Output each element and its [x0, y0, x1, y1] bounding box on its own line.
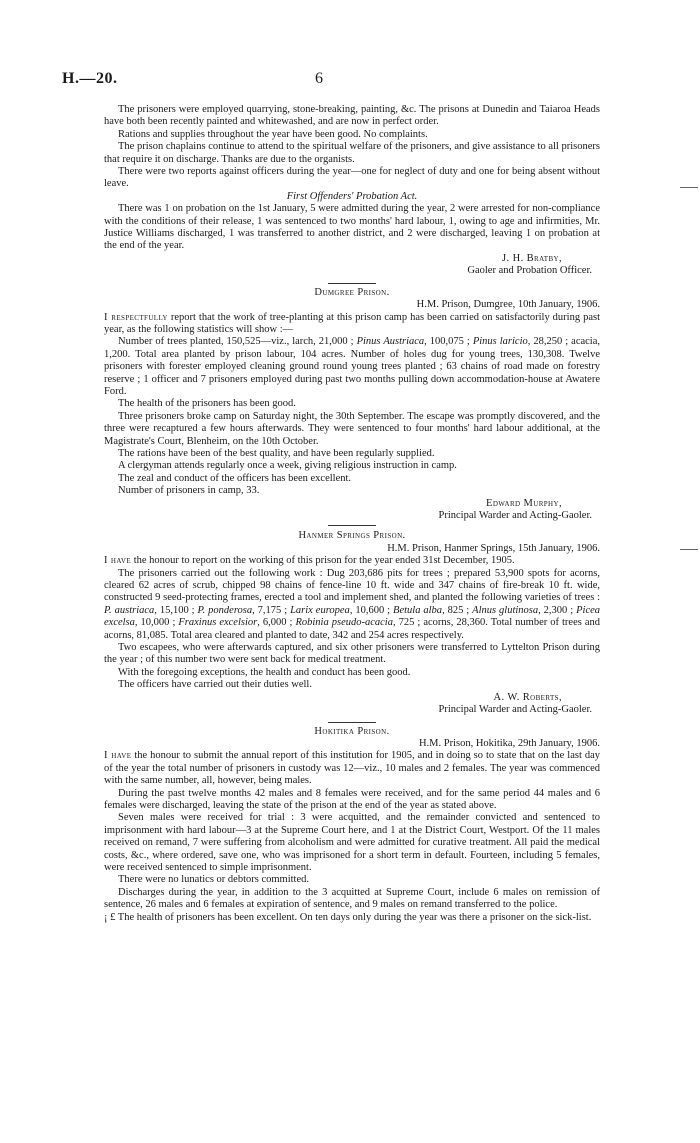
text-run: the honour to report on the working of this prison for the year ended 31st December, 1905. — [131, 555, 515, 567]
section-divider — [328, 722, 376, 723]
margin-mark — [680, 187, 698, 188]
text-run: , 15,100 ; — [154, 604, 198, 616]
section-subheading: First Offenders' Probation Act. — [286, 190, 418, 202]
dateline: H.M. Prison, Hanmer Springs, 15th January, 1906. — [387, 542, 600, 554]
species-name: Larix europea — [290, 604, 350, 616]
text-run: Number of trees planted, 150,525—viz., larch, 21,000 ; — [118, 336, 357, 348]
dateline: H.M. Prison, Hokitika, 29th January, 1906. — [418, 737, 600, 749]
paragraph — [104, 568, 600, 642]
species-name: P. austriaca — [104, 604, 155, 616]
paragraph — [104, 912, 600, 924]
section-heading: Hanmer Springs Prison. — [298, 530, 406, 542]
species-name: Betula alba — [393, 604, 443, 616]
section-heading: Dumgree Prison. — [314, 286, 390, 298]
lead-words: I respectfully — [104, 311, 168, 323]
signature-title: Principal Warder and Acting-Gaoler. — [438, 510, 592, 521]
paragraph: A clergyman attends regularly once a week, giving religious instruction in camp. — [118, 460, 457, 472]
species-name: Pinus laricio — [472, 336, 528, 348]
text-run: , 825 ; — [442, 604, 473, 616]
paragraph — [104, 555, 600, 567]
document-body — [104, 104, 600, 924]
paragraph: The prison chaplains continue to attend to the spiritual welfare of the prisoners, and give assistance to all prisoners that require it on discharge. Thanks are due to the organists. — [104, 141, 600, 165]
paragraph: Seven males were received for trial : 3 were acquitted, and the remainder convicted and sentenced to imprisonment with hard labour—3 at the Supreme Court here, and 1 at the District Court, Westport. Of the 11 males received on remand, 7 were suffering from alcoholism and were admitted for curative treatment. All paid the medical costs, &c., where ordered, save one, who was imprisoned for a short term in default. Fourteen, including 5 females, were received sentenced to simple imprisonment. — [104, 812, 600, 873]
paragraph: There was 1 on probation on the 1st January, 5 were admitted during the year, 2 were arrested for non-compliance with the conditions of their release, 1 was sentenced to two months' hard labour, 1, owing to age and infirmities, Mr. Justice Williams discharged, 1 was transferred to another district, and 2 were discharged, leaving 1 on probation at the end of the year. — [104, 203, 600, 252]
signature-name: A. W. Roberts, — [493, 691, 562, 703]
paragraph — [104, 336, 600, 398]
paragraph: The officers have carried out their duties well. — [118, 679, 312, 691]
paragraph: With the foregoing exceptions, the health and conduct has been good. — [118, 666, 411, 678]
paragraph: During the past twelve months 42 males and 8 females were received, and for the same period 44 males and 6 females were discharged, leaving the state of the prison at the end of the year as stated above. — [104, 787, 600, 811]
text-run: , 10,000 ; — [134, 617, 179, 629]
section-divider — [328, 283, 376, 284]
signature-title: Principal Warder and Acting-Gaoler. — [438, 704, 592, 716]
signature-title: Gaoler and Probation Officer. — [467, 265, 592, 277]
paragraph: Three prisoners broke camp on Saturday night, the 30th September. The escape was promptly discovered, and the three were recaptured a few hours afterwards. They were sentenced to four months' hard labour additional, at the Magistrate's Court, Blenheim, on the 10th October. — [104, 410, 600, 447]
paragraph: The rations have been of the best quality, and have been regularly supplied. — [118, 447, 435, 459]
paragraph — [104, 312, 600, 337]
text-run: , 7,175 ; — [252, 604, 291, 616]
text-run: The prisoners carried out the following work : Dug 203,686 pits for trees ; prepared 53,900 spots for acorns, cleared 62 acres of scrub, chipped 98 chains of fence-line 10 ft. wide and 347 chains of fire-break 10 ft. wide, constructed 9 seed-protecting frames, erected a tool and implement shed, and planted the following varieties of trees : — [104, 567, 600, 604]
paragraph: There were no lunatics or debtors committed. — [118, 874, 309, 886]
page-header — [62, 70, 662, 92]
species-name: Pinus Austriaca — [356, 336, 425, 348]
species-name: P. ponderosa — [197, 604, 253, 616]
species-name: Picea excelsa — [104, 604, 601, 629]
text-run: , 28,250 ; acacia, 1,200. Total area planted by prison labour, 104 acres. Number of holes dug for young trees, 130,308. Twelve prisoners with forester employed cleaning ground round young trees planted ; 63 chains of road made on forestry reserve ; 1 officer and 7 prisoners employed during past two months pulling down accommodation-house at Awatere Ford. — [104, 336, 601, 397]
dateline: H.M. Prison, Dumgree, 10th January, 1906. — [416, 299, 600, 311]
paragraph: Rations and supplies throughout the year have been good. No complaints. — [118, 128, 428, 140]
lead-words: I have — [104, 555, 132, 567]
page-number: 6 — [315, 70, 323, 87]
species-name: Robinia pseudo-acacia — [295, 617, 393, 629]
text-run: report that the work of tree-planting at this prison camp has been carried on satisfactorily during past year, as the following statistics will show :— — [104, 311, 600, 335]
paragraph: Discharges during the year, in addition to the 3 acquitted at Supreme Court, include 6 males on remission of sentence, 26 males and 6 females at expiration of sentence, and 9 males on remand transferred to the police. — [104, 886, 600, 911]
text-run: , 100,075 ; — [424, 336, 473, 348]
paragraph: The prisoners were employed quarrying, stone-breaking, painting, &c. The prisons at Dunedin and Taiaroa Heads have both been recently painted and whitewashed, and are now in perfect order. — [104, 104, 600, 128]
signature-name: J. H. Bratby, — [502, 252, 562, 264]
section-divider — [328, 525, 376, 526]
text-run: , 2,300 ; — [538, 604, 577, 616]
paragraph: The zeal and conduct of the officers has been excellent. — [118, 472, 352, 484]
text-run: the honour to submit the annual report of this institution for 1905, and in doing so to state that on the last day of the year the total number of prisoners in custody was 12—viz., 10 males and 2 females. The year was commenced with the same number, all, however, being males. — [104, 750, 600, 787]
text-run: , 10,600 ; — [349, 604, 394, 616]
paragraph: There were two reports against officers during the year—one for neglect of duty and one for being absent without leave. — [104, 166, 600, 190]
text-run: , 6,000 ; — [257, 617, 296, 629]
lead-words: I have — [104, 750, 132, 762]
section-heading: Hokitika Prison. — [314, 725, 390, 737]
species-name: Fraxinus excelsior — [178, 617, 258, 629]
print-artifact: ¡ £ — [104, 911, 116, 923]
report-reference: H.—20. — [62, 70, 118, 87]
paragraph: Number of prisoners in camp, 33. — [118, 485, 260, 497]
species-name: Alnus glutinosa — [472, 604, 539, 616]
paragraph — [104, 750, 600, 787]
text-run: The health of prisoners has been excellent. On ten days only during the year was there a prisoner on the sick-list. — [115, 911, 592, 923]
paragraph: Two escapees, who were afterwards captured, and six other prisoners were transferred to Lyttelton Prison during the year ; of this number two were sent back for medical treatment. — [104, 642, 600, 666]
paragraph: The health of the prisoners has been good. — [118, 398, 296, 410]
signature-name: Edward Murphy, — [486, 497, 562, 509]
text-run: , 725 ; acorns, 28,360. Total number of trees and acorns, 81,085. Total area cleared and planted to date, 342 and 254 acres respectively. — [104, 617, 601, 641]
margin-mark — [680, 549, 698, 550]
